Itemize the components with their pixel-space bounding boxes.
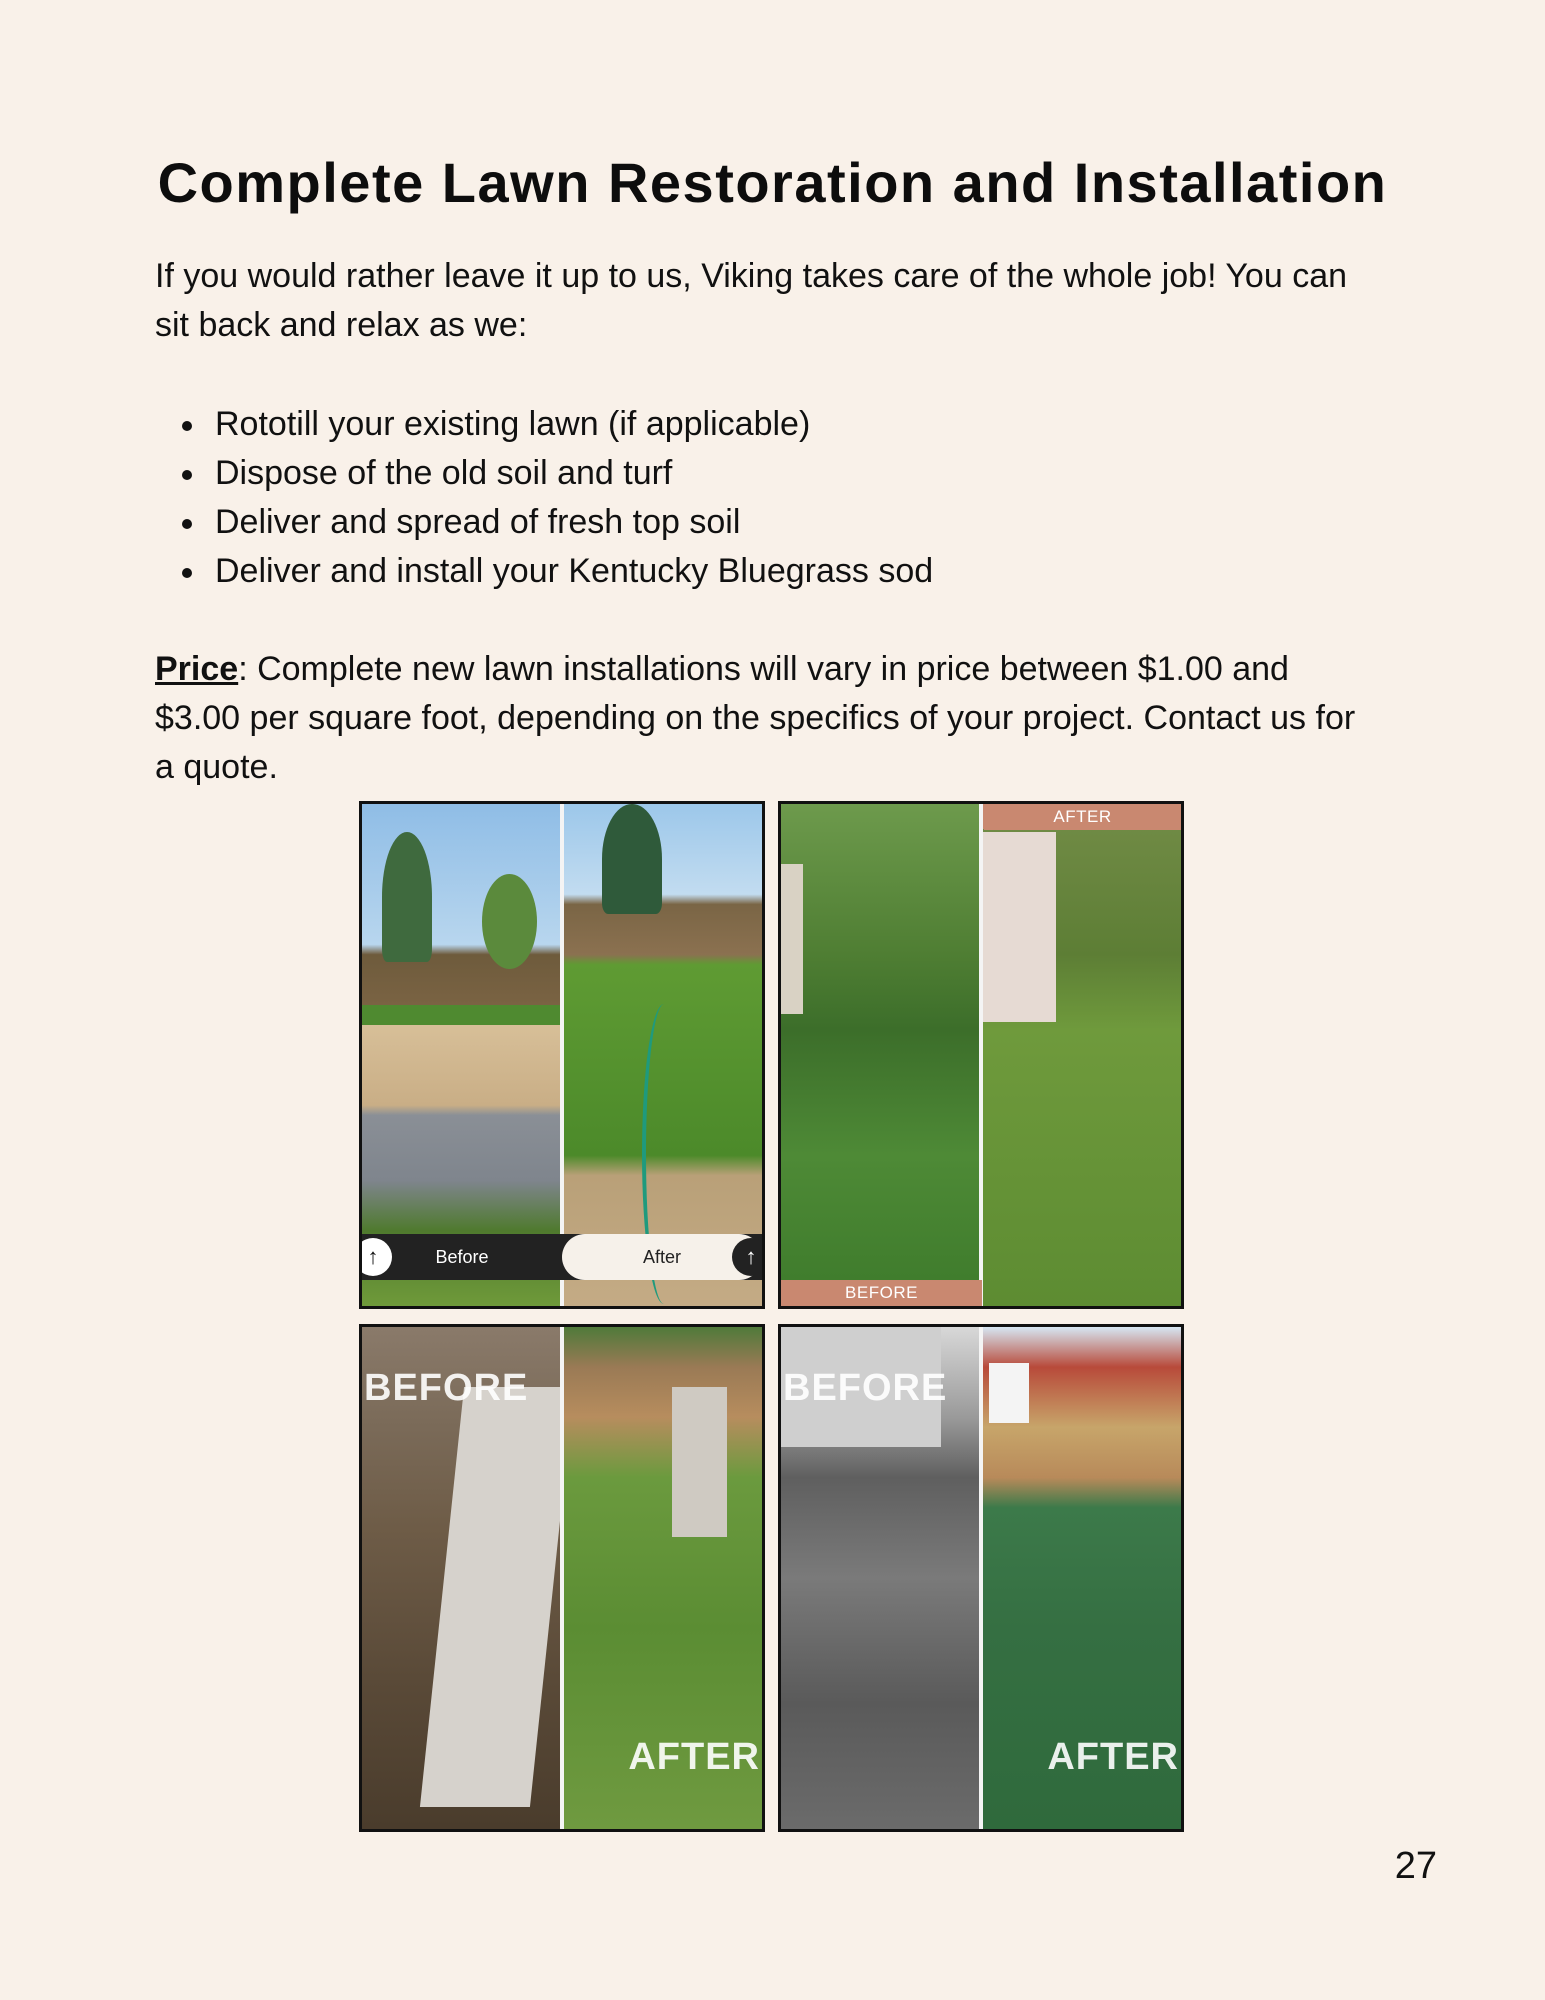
service-list (155, 400, 1355, 596)
toggle-before-label[interactable]: Before (435, 1247, 489, 1267)
price-paragraph (155, 645, 1375, 792)
arrow-up-icon[interactable]: ↑ (359, 1238, 392, 1276)
before-photo (362, 804, 562, 1306)
before-label: BEFORE (783, 1367, 948, 1409)
photo-panel-4 (778, 1324, 1184, 1832)
list-item: Deliver and install your Kentucky Bluegrass sod (155, 547, 1355, 596)
intro-paragraph: If you would rather leave it up to us, Viking takes care of the whole job! You can sit back and relax as we: (155, 257, 1348, 344)
before-photo (781, 804, 981, 1306)
tree-shape (382, 832, 432, 962)
steps-shape (672, 1387, 727, 1537)
house-wall-shape (981, 832, 1056, 1022)
after-label: AFTER (628, 1736, 760, 1778)
photo-panel-3 (359, 1324, 765, 1832)
photo-panel-1 (359, 801, 765, 1309)
house-wall-shape (781, 864, 803, 1014)
before-label-strip: BEFORE (781, 1280, 982, 1306)
arrow-up-icon[interactable]: ↑ (732, 1238, 765, 1276)
photo-divider (979, 1327, 983, 1829)
photo-divider (560, 804, 564, 1306)
list-item: Rototill your existing lawn (if applicable) (155, 400, 1355, 449)
after-photo (981, 804, 1181, 1306)
list-item: Deliver and spread of fresh top soil (155, 498, 1355, 547)
toggle-after-label[interactable]: After (562, 1234, 762, 1280)
price-label: Price (155, 650, 239, 688)
tree-shape (602, 804, 662, 914)
photo-divider (979, 804, 983, 1306)
page-number: 27 (1394, 1845, 1437, 1887)
tree-shape (482, 874, 537, 969)
after-photo (562, 804, 762, 1306)
after-label: AFTER (1047, 1736, 1179, 1778)
photo-panel-2 (778, 801, 1184, 1309)
before-label: BEFORE (364, 1367, 529, 1409)
after-label-strip: AFTER (984, 804, 1181, 830)
before-after-toggle[interactable] (362, 1234, 762, 1280)
photo-divider (560, 1327, 564, 1829)
window-shape (989, 1363, 1029, 1423)
price-text: : Complete new lawn installations will vary in price between $1.00 and $3.00 per square foot, depending on the specifics of your project. Contact us for a quote. (155, 650, 1356, 786)
walkway-shape (420, 1387, 574, 1807)
list-item: Dispose of the old soil and turf (155, 449, 1355, 498)
page-title: Complete Lawn Restoration and Installation (157, 151, 1388, 214)
